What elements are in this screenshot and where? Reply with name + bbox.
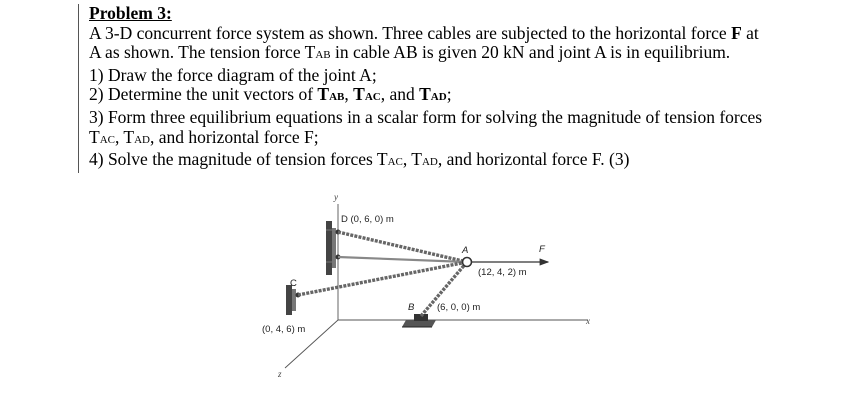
label-a-coordinates: (12, 4, 2) m xyxy=(478,267,527,278)
problem-title: Problem 3: xyxy=(89,3,172,23)
cable-ad-lower xyxy=(338,257,467,262)
subscript: AD xyxy=(134,133,150,146)
subscript: AB xyxy=(315,49,331,62)
label-b: B xyxy=(408,302,415,313)
z-axis-label: z xyxy=(278,369,282,379)
force-symbol-f: F xyxy=(731,22,742,43)
text-segment: , xyxy=(344,84,354,105)
text-segment: , and horizontal force F; xyxy=(150,126,319,147)
subscript: AD xyxy=(430,91,447,104)
subscript: AD xyxy=(421,156,438,169)
y-axis-label: y xyxy=(334,192,338,202)
text-segment: at xyxy=(741,22,759,43)
text-segment: A as shown. The tension force T xyxy=(89,42,316,63)
text-segment: , T xyxy=(114,126,135,147)
step-1: 1) Draw the force diagram of the joint A; xyxy=(89,64,377,85)
subscript: AC xyxy=(387,156,403,169)
text-segment: ; xyxy=(446,84,452,105)
x-axis-label: x xyxy=(586,316,590,326)
text-segment: T xyxy=(89,126,100,147)
text-segment: 4) Solve the magnitude of tension forces T xyxy=(89,149,388,170)
joint-a-ring xyxy=(463,258,472,267)
ground-support-b xyxy=(402,314,436,327)
tension-symbol: T xyxy=(353,84,365,105)
label-f: F xyxy=(539,244,545,255)
tension-symbol: T xyxy=(317,84,330,105)
text-segment: A 3-D concurrent force system as shown. Three cables are subjected to the horizontal force xyxy=(89,22,732,43)
text-segment: , and horizontal force F. (3) xyxy=(437,149,630,170)
subscript: AB xyxy=(329,91,345,104)
subscript: AC xyxy=(99,133,115,146)
tension-symbol: T xyxy=(419,84,431,105)
label-b-coordinates: (6, 0, 0) m xyxy=(437,302,481,313)
wall-support-c xyxy=(286,285,301,315)
subscript: AC xyxy=(364,91,381,104)
text-segment: 2) Determine the unit vectors of xyxy=(89,84,318,105)
label-d-coordinates: D (0, 6, 0) m xyxy=(341,214,394,225)
text-segment: , and xyxy=(380,84,420,105)
step-3-line-1: 3) Form three equilibrium equations in a scalar form for solving the magnitude of tension forces xyxy=(89,106,763,127)
label-c: C xyxy=(290,278,297,289)
text-segment: , T xyxy=(402,149,422,170)
label-c-coordinates: (0, 4, 6) m xyxy=(262,324,306,335)
text-segment: in cable AB is given 20 kN and joint A is in equilibrium. xyxy=(330,42,731,63)
label-a: A xyxy=(462,245,469,256)
cable-ac xyxy=(298,262,467,295)
